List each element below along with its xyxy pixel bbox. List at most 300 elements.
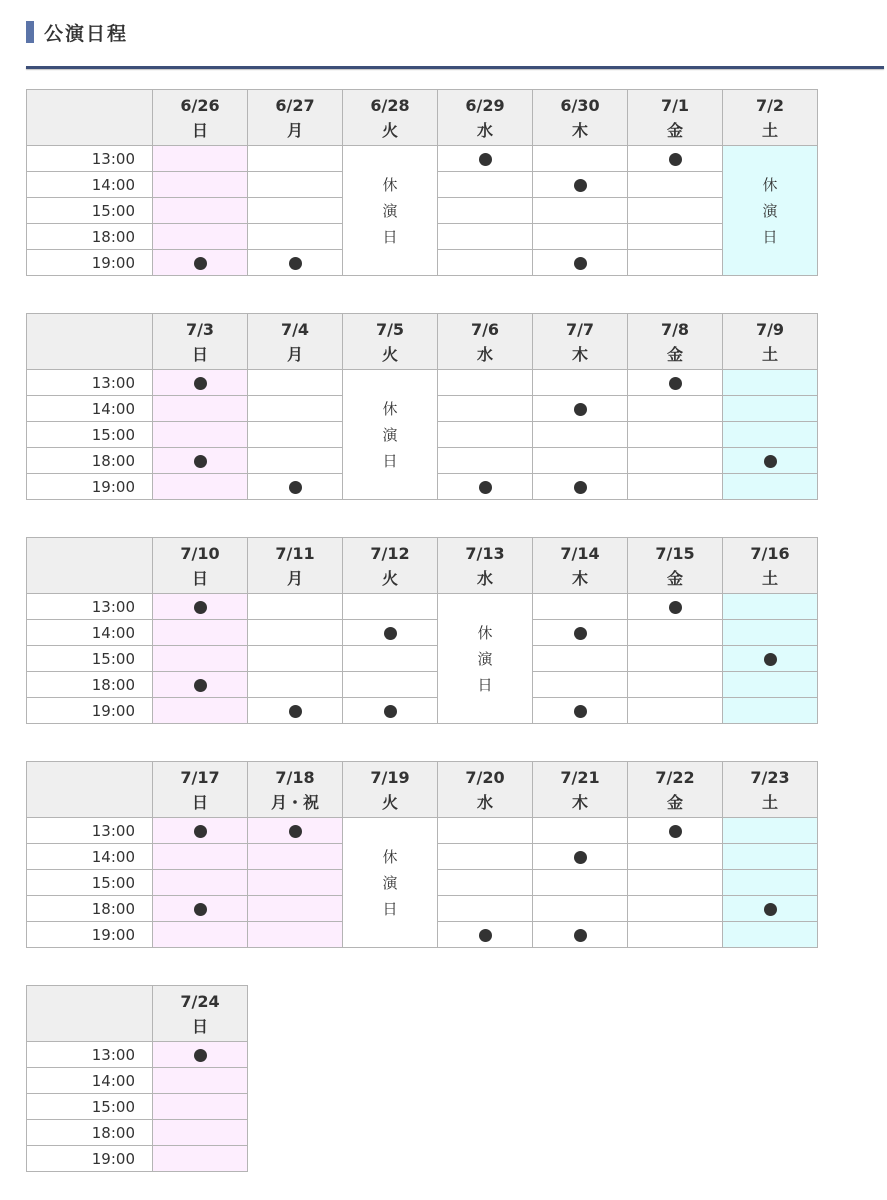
schedule-cell — [533, 896, 628, 922]
day-header — [343, 90, 438, 146]
time-label: 18:00 — [27, 1120, 153, 1146]
day-of-week: 木 — [571, 344, 588, 364]
schedule-cell — [248, 672, 343, 698]
day-date: 7/15 — [655, 543, 695, 563]
schedule-cell — [628, 370, 723, 396]
schedule-cell — [438, 844, 533, 870]
day-of-week: 火 — [381, 568, 398, 588]
day-of-week: 日 — [191, 1016, 208, 1036]
day-date: 7/17 — [180, 767, 220, 787]
rest-day-char: 演 — [382, 873, 398, 892]
day-of-week: 水 — [476, 792, 493, 812]
schedule-cell — [628, 594, 723, 620]
schedule-cell — [533, 844, 628, 870]
day-of-week: 火 — [381, 120, 398, 140]
schedule-cell — [533, 448, 628, 474]
performance-dot-icon — [574, 403, 587, 416]
rest-day-char: 日 — [762, 227, 778, 246]
schedule-cell — [533, 172, 628, 198]
schedule-cell — [628, 224, 723, 250]
schedule-cell — [628, 146, 723, 172]
day-of-week: 土 — [761, 792, 778, 812]
schedule-cell — [153, 844, 248, 870]
schedule-cell — [248, 370, 343, 396]
day-date: 7/18 — [275, 767, 315, 787]
schedule-cell — [248, 844, 343, 870]
day-header — [343, 538, 438, 594]
day-header — [248, 90, 343, 146]
performance-dot-icon — [669, 601, 682, 614]
performance-dot-icon — [194, 825, 207, 838]
day-of-week: 金 — [666, 568, 683, 588]
day-of-week: 日 — [191, 568, 208, 588]
rest-day-char: 演 — [382, 425, 398, 444]
schedule-cell — [248, 422, 343, 448]
schedule-cell — [533, 146, 628, 172]
day-header — [533, 90, 628, 146]
day-header — [438, 90, 533, 146]
schedule-cell — [723, 818, 818, 844]
time-slot-row — [27, 1120, 248, 1146]
time-label: 14:00 — [27, 620, 153, 646]
day-date: 7/3 — [185, 319, 215, 339]
schedule-cell — [628, 396, 723, 422]
time-slot-row — [27, 698, 818, 724]
schedule-cell — [533, 396, 628, 422]
schedule-cell — [248, 172, 343, 198]
day-header — [628, 538, 723, 594]
day-date: 7/1 — [660, 95, 690, 115]
day-header — [438, 314, 533, 370]
performance-dot-icon — [764, 455, 777, 468]
schedule-cell — [153, 1146, 248, 1172]
rest-day-char: 日 — [382, 451, 398, 470]
schedule-cell — [723, 474, 818, 500]
schedule-cell — [248, 870, 343, 896]
time-slot-row — [27, 818, 818, 844]
time-label: 15:00 — [27, 198, 153, 224]
day-header — [723, 762, 818, 818]
schedule-cell — [248, 448, 343, 474]
rest-day-char: 演 — [762, 201, 778, 220]
schedule-cell — [628, 818, 723, 844]
schedule-cell — [248, 250, 343, 276]
day-date: 7/19 — [370, 767, 410, 787]
schedule-cell — [153, 396, 248, 422]
schedule-cell — [628, 422, 723, 448]
schedule-cell — [343, 672, 438, 698]
schedule-cell — [343, 594, 438, 620]
schedule-cell — [153, 698, 248, 724]
performance-dot-icon — [669, 825, 682, 838]
schedule-cell — [533, 474, 628, 500]
day-of-week: 木 — [571, 568, 588, 588]
header-corner-cell — [27, 986, 153, 1042]
schedule-cell — [438, 146, 533, 172]
schedule-week-table — [26, 985, 248, 1172]
time-label: 19:00 — [27, 1146, 153, 1172]
schedule-cell — [723, 698, 818, 724]
schedule-cell — [723, 422, 818, 448]
day-date: 6/28 — [370, 95, 410, 115]
schedule-cell — [153, 870, 248, 896]
time-label: 13:00 — [27, 146, 153, 172]
day-of-week: 土 — [761, 120, 778, 140]
rest-day-char: 休 — [762, 175, 778, 194]
performance-dot-icon — [194, 257, 207, 270]
schedule-cell — [153, 474, 248, 500]
day-of-week: 金 — [666, 792, 683, 812]
performance-dot-icon — [194, 679, 207, 692]
schedule-cell — [153, 172, 248, 198]
schedule-week-table — [26, 89, 818, 276]
performance-dot-icon — [574, 179, 587, 192]
schedule-cell — [628, 172, 723, 198]
page-title: 公演日程 — [44, 22, 129, 45]
schedule-cell — [153, 1094, 248, 1120]
schedule-cell — [438, 818, 533, 844]
schedule-cell — [248, 396, 343, 422]
schedule-cell — [438, 474, 533, 500]
rest-day-char: 日 — [382, 899, 398, 918]
schedule-cell — [343, 620, 438, 646]
schedule-cell — [248, 896, 343, 922]
time-slot-row — [27, 370, 818, 396]
schedule-cell — [723, 448, 818, 474]
day-header — [438, 762, 533, 818]
schedule-cell — [248, 818, 343, 844]
rest-day-char: 休 — [382, 847, 398, 866]
day-header — [533, 538, 628, 594]
day-date: 7/12 — [370, 543, 410, 563]
performance-dot-icon — [289, 257, 302, 270]
day-of-week: 水 — [476, 344, 493, 364]
time-label: 13:00 — [27, 818, 153, 844]
schedule-cell — [153, 146, 248, 172]
rest-day-cell — [723, 146, 818, 276]
schedule-cell — [628, 646, 723, 672]
schedule-cell — [533, 198, 628, 224]
schedule-week-table — [26, 761, 818, 948]
day-of-week: 日 — [191, 344, 208, 364]
time-label: 13:00 — [27, 370, 153, 396]
time-slot-row — [27, 1068, 248, 1094]
schedule-cell — [153, 224, 248, 250]
schedule-cell — [628, 870, 723, 896]
schedule-cell — [723, 844, 818, 870]
performance-dot-icon — [669, 153, 682, 166]
day-header — [248, 314, 343, 370]
rest-day-char: 休 — [477, 623, 493, 642]
time-slot-row — [27, 1042, 248, 1068]
day-header — [248, 538, 343, 594]
schedule-cell — [533, 620, 628, 646]
schedule-cell — [153, 620, 248, 646]
time-label: 14:00 — [27, 172, 153, 198]
header-corner-cell — [27, 538, 153, 594]
schedule-cell — [723, 672, 818, 698]
day-date: 6/26 — [180, 95, 220, 115]
schedule-cell — [153, 370, 248, 396]
heading-divider — [26, 66, 884, 69]
day-date: 7/21 — [560, 767, 600, 787]
schedule-cell — [533, 224, 628, 250]
schedule-cell — [153, 818, 248, 844]
day-of-week: 金 — [666, 344, 683, 364]
day-header — [153, 762, 248, 818]
performance-dot-icon — [479, 929, 492, 942]
schedule-cell — [628, 198, 723, 224]
schedule-cell — [628, 896, 723, 922]
rest-day-char: 休 — [382, 399, 398, 418]
time-slot-row — [27, 672, 818, 698]
day-date: 7/2 — [755, 95, 785, 115]
schedule-cell — [628, 620, 723, 646]
day-of-week: 日 — [191, 120, 208, 140]
day-date: 7/24 — [180, 991, 220, 1011]
day-of-week: 土 — [761, 344, 778, 364]
day-date: 7/23 — [750, 767, 790, 787]
schedule-cell — [438, 198, 533, 224]
schedule-cell — [723, 922, 818, 948]
performance-dot-icon — [289, 705, 302, 718]
time-label: 14:00 — [27, 844, 153, 870]
day-date: 7/20 — [465, 767, 505, 787]
schedule-cell — [723, 594, 818, 620]
performance-dot-icon — [479, 153, 492, 166]
schedule-cell — [248, 224, 343, 250]
performance-dot-icon — [574, 257, 587, 270]
day-date: 7/11 — [275, 543, 315, 563]
performance-dot-icon — [479, 481, 492, 494]
performance-dot-icon — [669, 377, 682, 390]
rest-day-cell — [438, 594, 533, 724]
schedule-cell — [723, 620, 818, 646]
performance-dot-icon — [194, 601, 207, 614]
time-slot-row — [27, 620, 818, 646]
day-header — [628, 90, 723, 146]
schedule-cell — [153, 594, 248, 620]
time-label: 14:00 — [27, 396, 153, 422]
heading-accent-bar — [26, 21, 34, 43]
day-header — [628, 762, 723, 818]
rest-day-char: 演 — [382, 201, 398, 220]
schedule-cell — [438, 396, 533, 422]
performance-dot-icon — [764, 903, 777, 916]
time-slot-row — [27, 1094, 248, 1120]
schedule-cell — [533, 422, 628, 448]
rest-day-char: 休 — [382, 175, 398, 194]
schedule-cell — [153, 1120, 248, 1146]
schedule-cell — [153, 422, 248, 448]
day-date: 7/14 — [560, 543, 600, 563]
schedule-cell — [438, 370, 533, 396]
day-header — [153, 314, 248, 370]
schedule-cell — [438, 448, 533, 474]
day-of-week: 月 — [286, 568, 303, 588]
schedule-cell — [438, 422, 533, 448]
day-of-week: 水 — [476, 120, 493, 140]
day-header — [153, 986, 248, 1042]
time-label: 19:00 — [27, 698, 153, 724]
day-of-week: 日 — [191, 792, 208, 812]
schedule-cell — [628, 698, 723, 724]
schedule-cell — [533, 250, 628, 276]
schedule-cell — [248, 198, 343, 224]
time-label: 18:00 — [27, 672, 153, 698]
schedule-cell — [628, 844, 723, 870]
schedule-cell — [533, 646, 628, 672]
performance-dot-icon — [764, 653, 777, 666]
schedule-cell — [438, 224, 533, 250]
day-of-week: 木 — [571, 792, 588, 812]
time-label: 18:00 — [27, 448, 153, 474]
schedule-cell — [343, 646, 438, 672]
performance-dot-icon — [574, 929, 587, 942]
performance-dot-icon — [574, 851, 587, 864]
day-date: 6/27 — [275, 95, 315, 115]
time-slot-row — [27, 1146, 248, 1172]
day-of-week: 木 — [571, 120, 588, 140]
schedule-cell — [153, 1068, 248, 1094]
day-header — [343, 314, 438, 370]
schedule-cell — [153, 448, 248, 474]
time-label: 13:00 — [27, 594, 153, 620]
schedule-cell — [153, 1042, 248, 1068]
time-label: 18:00 — [27, 224, 153, 250]
time-slot-row — [27, 646, 818, 672]
day-date: 7/13 — [465, 543, 505, 563]
day-date: 7/10 — [180, 543, 220, 563]
schedule-cell — [248, 146, 343, 172]
header-corner-cell — [27, 762, 153, 818]
rest-day-char: 日 — [382, 227, 398, 246]
rest-day-char: 演 — [477, 649, 493, 668]
day-header — [438, 538, 533, 594]
day-date: 7/5 — [375, 319, 405, 339]
day-of-week: 火 — [381, 344, 398, 364]
schedule-cell — [153, 646, 248, 672]
schedule-cell — [153, 922, 248, 948]
performance-dot-icon — [574, 705, 587, 718]
day-date: 7/16 — [750, 543, 790, 563]
day-date: 6/30 — [560, 95, 600, 115]
schedule-cell — [533, 672, 628, 698]
time-label: 19:00 — [27, 474, 153, 500]
performance-dot-icon — [574, 627, 587, 640]
schedule-week-table — [26, 537, 818, 724]
day-header — [723, 538, 818, 594]
header-corner-cell — [27, 314, 153, 370]
performance-dot-icon — [384, 705, 397, 718]
schedule-cell — [533, 922, 628, 948]
day-header — [628, 314, 723, 370]
time-label: 15:00 — [27, 646, 153, 672]
time-label: 15:00 — [27, 870, 153, 896]
schedule-cell — [723, 646, 818, 672]
time-slot-row — [27, 594, 818, 620]
schedule-cell — [628, 474, 723, 500]
schedule-week-table — [26, 313, 818, 500]
rest-day-cell — [343, 370, 438, 500]
day-date: 7/7 — [565, 319, 595, 339]
performance-dot-icon — [194, 377, 207, 390]
schedule-cell — [153, 198, 248, 224]
day-header — [533, 762, 628, 818]
day-of-week: 月 — [286, 120, 303, 140]
schedule-cell — [248, 698, 343, 724]
day-header — [533, 314, 628, 370]
rest-day-cell — [343, 818, 438, 948]
schedule-cell — [533, 594, 628, 620]
schedule-cell — [628, 250, 723, 276]
day-date: 7/4 — [280, 319, 310, 339]
day-header — [153, 538, 248, 594]
schedule-cell — [438, 922, 533, 948]
section-heading — [26, 19, 128, 45]
schedule-cell — [628, 922, 723, 948]
time-label: 14:00 — [27, 1068, 153, 1094]
time-slot-row — [27, 146, 818, 172]
schedule-cell — [723, 896, 818, 922]
time-label: 18:00 — [27, 896, 153, 922]
day-header — [248, 762, 343, 818]
performance-dot-icon — [289, 481, 302, 494]
rest-day-char: 日 — [477, 675, 493, 694]
performance-dot-icon — [289, 825, 302, 838]
day-header — [723, 90, 818, 146]
time-label: 19:00 — [27, 922, 153, 948]
schedule-cell — [533, 818, 628, 844]
day-of-week: 月 — [286, 344, 303, 364]
day-date: 7/22 — [655, 767, 695, 787]
day-of-week: 金 — [666, 120, 683, 140]
schedule-cell — [153, 250, 248, 276]
schedule-cell — [533, 370, 628, 396]
time-label: 13:00 — [27, 1042, 153, 1068]
day-header — [153, 90, 248, 146]
schedule-cell — [723, 370, 818, 396]
schedule-cell — [248, 474, 343, 500]
schedule-cell — [628, 448, 723, 474]
schedule-cell — [153, 896, 248, 922]
schedule-cell — [248, 594, 343, 620]
schedule-cell — [438, 250, 533, 276]
schedule-cell — [438, 896, 533, 922]
schedule-cell — [343, 698, 438, 724]
schedule-cell — [533, 698, 628, 724]
schedule-cell — [438, 870, 533, 896]
day-date: 7/6 — [470, 319, 500, 339]
schedule-cell — [533, 870, 628, 896]
schedule-cell — [248, 922, 343, 948]
performance-dot-icon — [194, 1049, 207, 1062]
time-label: 15:00 — [27, 1094, 153, 1120]
schedule-cell — [628, 672, 723, 698]
day-of-week: 水 — [476, 568, 493, 588]
schedule-cell — [248, 646, 343, 672]
schedule-cell — [248, 620, 343, 646]
day-of-week: 月・祝 — [270, 792, 319, 812]
performance-dot-icon — [194, 903, 207, 916]
schedule-cell — [438, 172, 533, 198]
schedule-cell — [723, 870, 818, 896]
day-of-week: 土 — [761, 568, 778, 588]
performance-dot-icon — [384, 627, 397, 640]
header-corner-cell — [27, 90, 153, 146]
time-label: 15:00 — [27, 422, 153, 448]
day-header — [723, 314, 818, 370]
